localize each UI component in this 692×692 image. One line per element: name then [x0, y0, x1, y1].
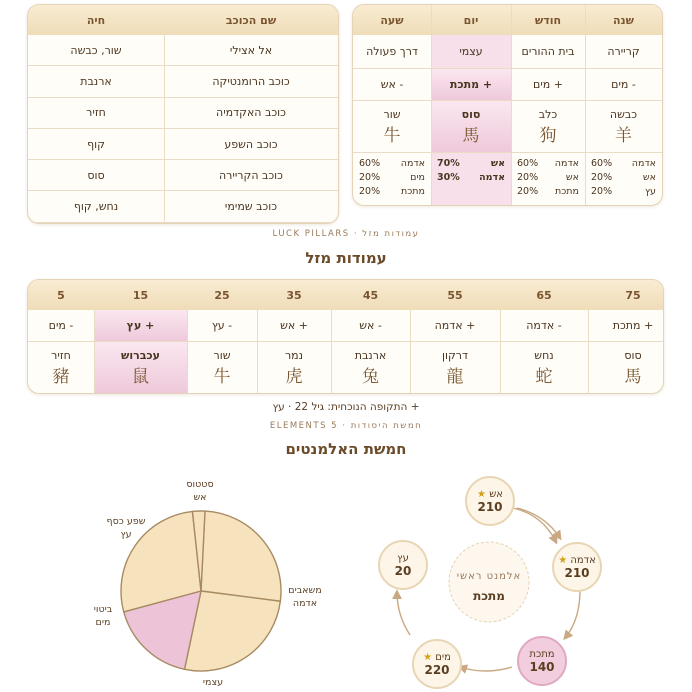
- pillar-header: חודש: [511, 5, 585, 35]
- header-animal: חיה: [28, 5, 164, 35]
- strength-element: אדמה: [479, 172, 505, 183]
- luck-animal: ארנבת: [354, 348, 387, 362]
- strength-element: עץ: [644, 186, 656, 197]
- luck-animal-cell: [187, 342, 257, 393]
- arrow-metal-water: [460, 667, 512, 671]
- luck-animal-cell: [588, 342, 664, 393]
- center-label: אלמנט ראשי: [456, 571, 522, 582]
- pillar-animal: שור: [383, 107, 401, 121]
- pie-slice-0: [201, 511, 281, 601]
- strength-element: מתכת: [401, 186, 425, 197]
- strength-percent: 20%: [591, 172, 613, 183]
- pie-label-expression-element: מים: [95, 617, 111, 628]
- luck-animal-cell: [257, 342, 331, 393]
- pillar-header: שעה: [353, 5, 431, 35]
- arrow-earth-metal: [565, 590, 580, 638]
- pie-label-resources-name: משאבים: [288, 585, 322, 596]
- star-row-name: כוכב שמימי: [164, 192, 338, 223]
- pie-label-expression: [78, 603, 128, 629]
- luck-animal-cell: [28, 342, 94, 393]
- luck-animal: נמר: [284, 348, 304, 362]
- elements-subtitle: ELEMENTS 5 · חמשת היסודות: [269, 421, 423, 431]
- strength-percent: 30%: [437, 172, 460, 183]
- strength-element: אש: [490, 158, 505, 169]
- star-row-name: כוכב השפע: [164, 129, 338, 160]
- star-icon: ★: [423, 651, 433, 663]
- pillar-header: שנה: [585, 5, 662, 35]
- luck-age: 25: [187, 280, 257, 310]
- node-value: 220: [424, 662, 450, 677]
- luck-cjk: 蛇: [535, 366, 553, 387]
- pillar-element: מים -: [585, 69, 662, 101]
- star-row-name: אל אצילי: [164, 35, 338, 66]
- star-row-name: כוכב הרומנטיקה: [164, 66, 338, 97]
- star-icon: ★: [558, 554, 568, 566]
- node-name: עץ: [397, 552, 409, 564]
- luck-animal-cell: [94, 342, 187, 393]
- strength-element: אש: [642, 172, 656, 183]
- pillar-animal-cell: [431, 101, 511, 153]
- strength-percent: 70%: [437, 158, 460, 169]
- luck-cjk: 豬: [52, 366, 70, 387]
- luck-subtitle: LUCK PILLARS · עמודות מזל: [272, 229, 420, 239]
- luck-animal: שור: [213, 348, 231, 362]
- current-period: התקופה הנוכחית: גיל 22 · עץ +: [272, 401, 420, 413]
- pie-label-self-name: עצמי: [202, 677, 224, 688]
- luck-cjk: 龍: [446, 366, 464, 387]
- luck-pillars-card: [27, 279, 664, 394]
- star-icon: ★: [477, 488, 486, 500]
- star-row-animal: סוס: [28, 160, 164, 191]
- pillar-animal-cell: [353, 101, 431, 153]
- pillar-role: עצמי: [431, 35, 511, 69]
- luck-age: 45: [331, 280, 410, 310]
- luck-element: מים -: [28, 310, 94, 342]
- luck-animal: נחש: [534, 348, 554, 362]
- node-value: 20: [394, 563, 412, 578]
- strength-element: אדמה: [631, 158, 656, 169]
- node-value: 210: [564, 565, 590, 580]
- luck-age: 55: [410, 280, 500, 310]
- strength-percent: 20%: [591, 186, 613, 197]
- arrow-water-wood: [397, 592, 410, 635]
- strength-element: אדמה: [400, 158, 425, 169]
- cycle-node-1: [552, 542, 602, 592]
- luck-age: 15: [94, 280, 187, 310]
- strength-element: אש: [565, 172, 579, 183]
- luck-age: 35: [257, 280, 331, 310]
- node-value: 140: [529, 659, 555, 674]
- luck-cjk: 兔: [362, 366, 379, 387]
- strength-element: מתכת: [555, 186, 579, 197]
- node-name: אש: [489, 488, 503, 500]
- pie-label-expression-name: ביטוי: [93, 604, 113, 615]
- pillar-cjk: 狗: [539, 125, 557, 146]
- luck-element: אדמה -: [500, 310, 588, 342]
- pillar-animal: כלב: [538, 107, 558, 121]
- luck-element: אש -: [331, 310, 410, 342]
- header-star: שם הכוכב: [164, 5, 338, 35]
- strength-percent: 20%: [517, 186, 539, 197]
- luck-element: אש +: [257, 310, 331, 342]
- luck-element: עץ +: [94, 310, 187, 342]
- pillar-cjk: 羊: [615, 125, 632, 146]
- pie-label-wealth: [96, 515, 156, 541]
- pie-label-status-element: אש: [193, 492, 207, 503]
- luck-age: 65: [500, 280, 588, 310]
- center-ring: [449, 542, 529, 622]
- stars-table-card: [27, 4, 339, 224]
- pillar-role: דרך פעולה: [353, 35, 431, 69]
- star-row-animal: שור, כבשה: [28, 35, 164, 66]
- strength-percent: 20%: [517, 172, 539, 183]
- star-row-animal: קוף: [28, 129, 164, 160]
- pie-label-wealth-element: עץ: [120, 529, 132, 540]
- luck-element: מתכת +: [588, 310, 664, 342]
- cycle-node-0: [465, 476, 515, 526]
- star-row-animal: נחש, קוף: [28, 192, 164, 223]
- node-name: מים: [435, 651, 451, 663]
- luck-animal: חזיר: [51, 348, 71, 362]
- luck-title: עמודות מזל: [305, 249, 387, 267]
- pillar-cjk: 牛: [383, 125, 401, 146]
- pillar-element: אש -: [353, 69, 431, 101]
- node-name: אדמה: [570, 554, 596, 566]
- luck-animal: סוס: [624, 348, 642, 362]
- strength-percent: 60%: [359, 158, 381, 169]
- pillar-role: בית ההורים: [511, 35, 585, 69]
- star-row-name: כוכב האקדמיה: [164, 98, 338, 129]
- luck-animal: דרקון: [441, 348, 468, 362]
- luck-animal-cell: [410, 342, 500, 393]
- luck-element: עץ -: [187, 310, 257, 342]
- pillar-header: יום: [431, 5, 511, 35]
- star-row-animal: חזיר: [28, 98, 164, 129]
- pillar-animal-cell: [511, 101, 585, 153]
- node-value: 210: [477, 499, 503, 514]
- luck-animal-cell: [331, 342, 410, 393]
- strength-element: אדמה: [554, 158, 579, 169]
- pillar-animal-cell: [585, 101, 662, 153]
- center-value: מתכת: [473, 589, 505, 603]
- pie-label-status-name: סטטוס: [186, 479, 214, 490]
- star-row-animal: ארנבת: [28, 66, 164, 97]
- four-pillars-card: [352, 4, 663, 206]
- pillar-element: מים +: [511, 69, 585, 101]
- pie-label-wealth-name: שפע כסף: [106, 516, 146, 527]
- elements-title: חמשת האלמנטים: [285, 440, 407, 458]
- pie-label-resources-element: אדמה: [292, 598, 318, 609]
- strength-percent: 20%: [359, 186, 381, 197]
- luck-cjk: 牛: [213, 366, 231, 387]
- cycle-node-4: [378, 540, 428, 590]
- strength-percent: 60%: [517, 158, 539, 169]
- pie-label-resources: [280, 584, 330, 610]
- pie-label-self: [188, 676, 238, 689]
- luck-cjk: 馬: [624, 366, 642, 387]
- pillar-cjk: 馬: [462, 125, 480, 146]
- pillar-role: קריירה: [585, 35, 662, 69]
- luck-cjk: 鼠: [132, 366, 149, 387]
- pillar-animal: סוס: [461, 107, 481, 121]
- star-row-name: כוכב הקריירה: [164, 160, 338, 191]
- luck-animal-cell: [500, 342, 588, 393]
- pie-label-status: [175, 478, 225, 504]
- strength-percent: 60%: [591, 158, 613, 169]
- pillar-animal: כבשה: [609, 107, 638, 121]
- luck-element: אדמה +: [410, 310, 500, 342]
- cycle-node-2: [517, 636, 567, 686]
- luck-age: 75: [588, 280, 664, 310]
- luck-animal: עכברוש: [120, 348, 160, 362]
- cycle-node-3: [412, 639, 462, 689]
- luck-cjk: 虎: [285, 366, 303, 387]
- strength-percent: 20%: [359, 172, 381, 183]
- node-name: מתכת: [529, 648, 555, 660]
- pillar-element: מתכת +: [431, 69, 511, 101]
- strength-element: מים: [410, 172, 425, 183]
- luck-age: 5: [28, 280, 94, 310]
- arrow-fire-earth: [517, 508, 560, 538]
